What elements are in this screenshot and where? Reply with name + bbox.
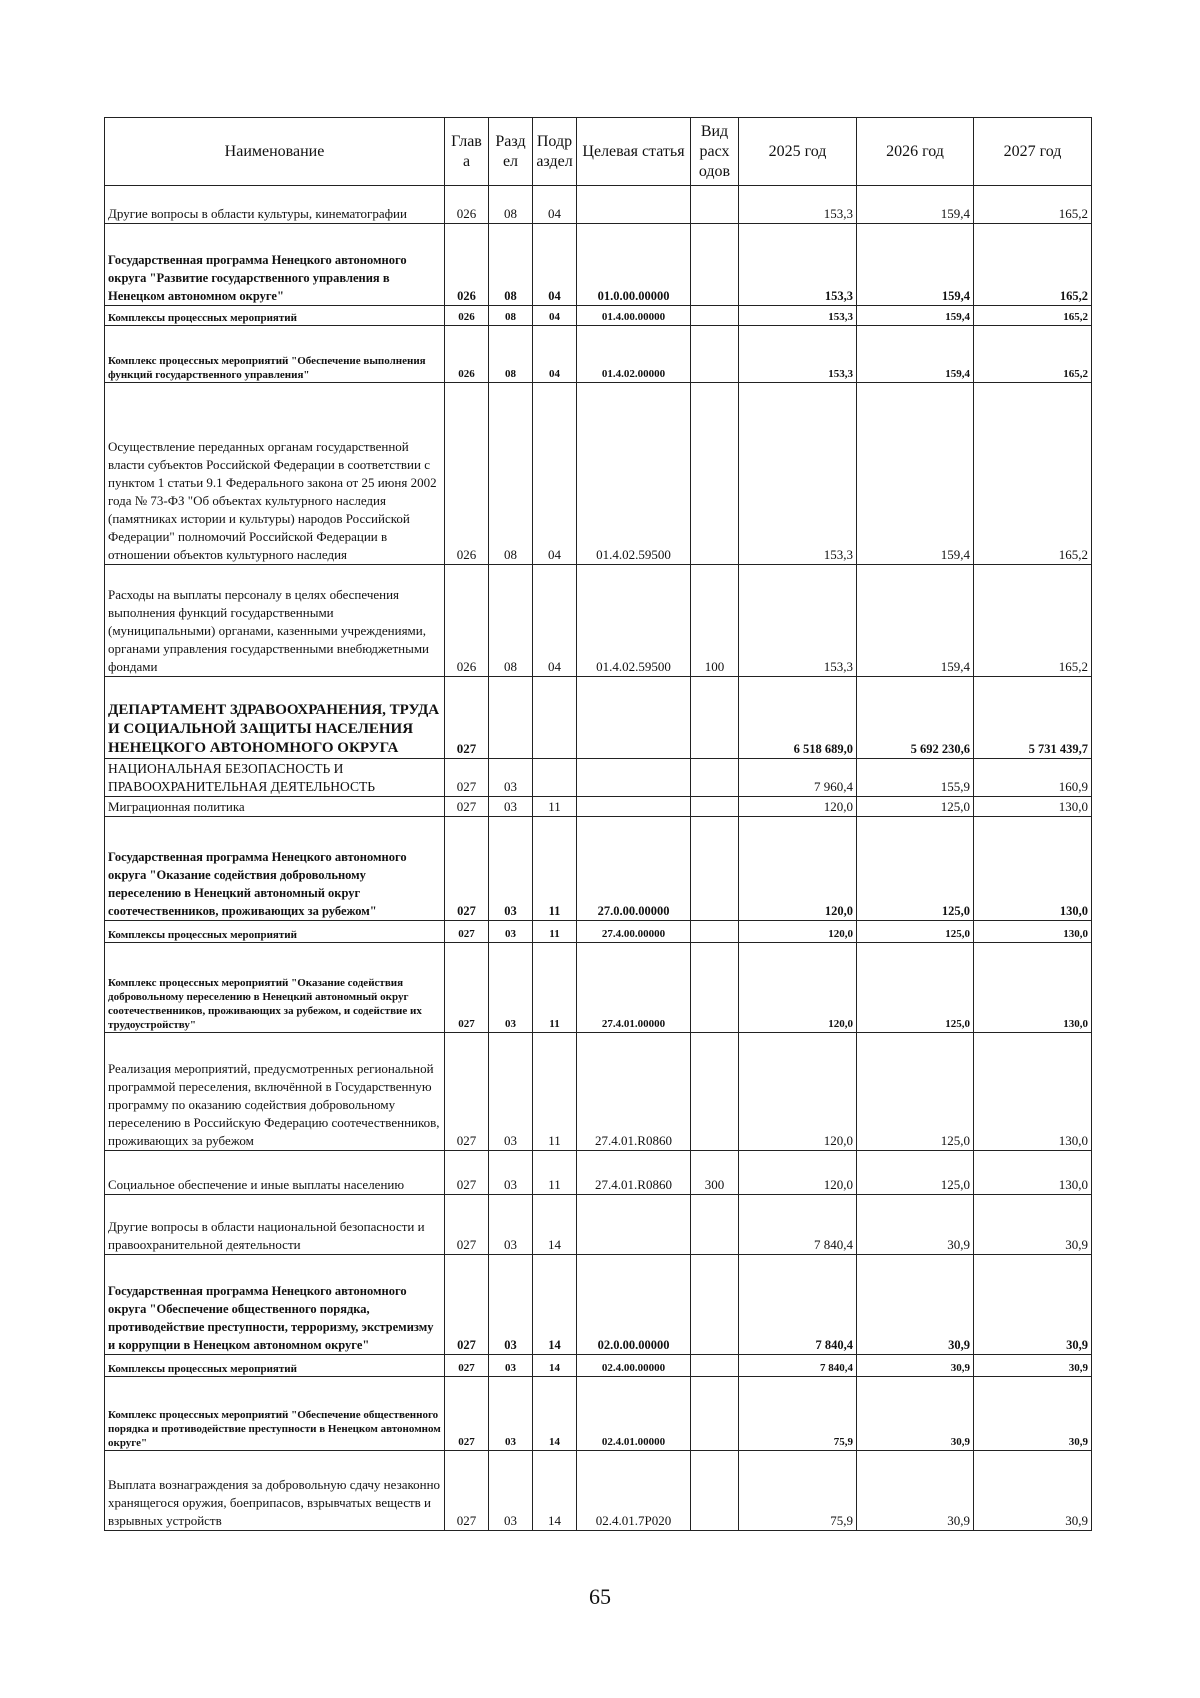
row-glava: 027	[445, 943, 489, 1033]
row-podrazdel: 11	[533, 943, 577, 1033]
row-podrazdel	[533, 677, 577, 759]
row-vid	[691, 759, 739, 797]
row-name: Комплексы процессных мероприятий	[105, 921, 445, 943]
row-statya: 02.4.00.00000	[577, 1355, 691, 1377]
row-2026: 125,0	[857, 921, 974, 943]
table-row	[105, 383, 1092, 565]
table-row	[105, 797, 1092, 817]
row-glava: 027	[445, 1377, 489, 1451]
row-2026: 30,9	[857, 1377, 974, 1451]
table-row	[105, 1151, 1092, 1195]
row-2025: 120,0	[739, 921, 857, 943]
row-glava: 027	[445, 759, 489, 797]
row-2025: 153,3	[739, 383, 857, 565]
row-podrazdel: 04	[533, 306, 577, 326]
header-row	[105, 118, 1092, 186]
page-number: 65	[589, 1584, 611, 1609]
row-statya: 01.0.00.00000	[577, 224, 691, 306]
row-razdel: 03	[489, 759, 533, 797]
row-podrazdel: 04	[533, 383, 577, 565]
row-glava: 026	[445, 186, 489, 224]
row-name: Государственная программа Ненецкого автономного округа "Оказание содействия добровольному переселению в Ненецкий автономный округ соотечественников, проживающих за рубежом"	[105, 817, 445, 921]
row-vid	[691, 677, 739, 759]
row-name: Государственная программа Ненецкого автономного округа "Обеспечение общественного порядка, противодействие преступности, терроризму, экстремизму и коррупции в Ненецком автономном округе"	[105, 1255, 445, 1355]
row-2026: 30,9	[857, 1355, 974, 1377]
row-2026: 159,4	[857, 306, 974, 326]
row-2025: 7 960,4	[739, 759, 857, 797]
row-2026: 159,4	[857, 383, 974, 565]
row-2025: 7 840,4	[739, 1255, 857, 1355]
row-2026: 155,9	[857, 759, 974, 797]
row-2027: 130,0	[974, 921, 1092, 943]
row-vid	[691, 1195, 739, 1255]
row-razdel: 03	[489, 921, 533, 943]
row-glava: 026	[445, 383, 489, 565]
row-vid	[691, 224, 739, 306]
row-vid	[691, 943, 739, 1033]
table-row	[105, 921, 1092, 943]
row-2026: 159,4	[857, 224, 974, 306]
table-row	[105, 677, 1092, 759]
row-glava: 027	[445, 1033, 489, 1151]
row-name: Расходы на выплаты персоналу в целях обеспечения выполнения функций государственными (муниципальными) органами, казенными учреждениями, органами управления государственными внебюджетными фондами	[105, 565, 445, 677]
row-statya: 27.4.01.R0860	[577, 1151, 691, 1195]
row-2025: 120,0	[739, 797, 857, 817]
row-glava: 026	[445, 306, 489, 326]
header-2025: 2025 год	[739, 118, 857, 186]
row-2025: 120,0	[739, 1151, 857, 1195]
row-2027: 165,2	[974, 224, 1092, 306]
row-podrazdel: 04	[533, 565, 577, 677]
row-2027: 165,2	[974, 565, 1092, 677]
row-2026: 30,9	[857, 1195, 974, 1255]
row-vid	[691, 306, 739, 326]
row-podrazdel: 14	[533, 1195, 577, 1255]
row-podrazdel: 04	[533, 326, 577, 383]
row-podrazdel: 11	[533, 817, 577, 921]
row-2026: 5 692 230,6	[857, 677, 974, 759]
row-2027: 30,9	[974, 1255, 1092, 1355]
header-glava: Глав а	[445, 118, 489, 186]
row-razdel: 03	[489, 943, 533, 1033]
row-2026: 125,0	[857, 1151, 974, 1195]
row-2027: 165,2	[974, 186, 1092, 224]
row-name: Государственная программа Ненецкого автономного округа "Развитие государственного управления в Ненецком автономном округе"	[105, 224, 445, 306]
table-row	[105, 817, 1092, 921]
row-vid: 300	[691, 1151, 739, 1195]
table-row	[105, 1355, 1092, 1377]
row-razdel: 03	[489, 1033, 533, 1151]
row-glava: 027	[445, 1151, 489, 1195]
table-row	[105, 759, 1092, 797]
row-2027: 30,9	[974, 1355, 1092, 1377]
row-name: Комплекс процессных мероприятий "Обеспечение общественного порядка и противодействие преступности в Ненецком автономном округе"	[105, 1377, 445, 1451]
row-2025: 153,3	[739, 186, 857, 224]
table-row	[105, 1255, 1092, 1355]
row-vid	[691, 383, 739, 565]
header-statya: Целевая статья	[577, 118, 691, 186]
row-statya: 02.4.01.7Р020	[577, 1451, 691, 1531]
row-vid	[691, 797, 739, 817]
row-razdel: 03	[489, 1377, 533, 1451]
row-razdel: 08	[489, 326, 533, 383]
row-statya: 02.0.00.00000	[577, 1255, 691, 1355]
row-statya: 01.4.02.00000	[577, 326, 691, 383]
budget-table	[104, 117, 1092, 1531]
row-podrazdel: 04	[533, 186, 577, 224]
row-2027: 30,9	[974, 1195, 1092, 1255]
row-2027: 130,0	[974, 1033, 1092, 1151]
row-2025: 6 518 689,0	[739, 677, 857, 759]
row-statya	[577, 759, 691, 797]
row-2027: 130,0	[974, 817, 1092, 921]
header-2026: 2026 год	[857, 118, 974, 186]
row-2025: 7 840,4	[739, 1195, 857, 1255]
table-row	[105, 306, 1092, 326]
row-vid	[691, 1451, 739, 1531]
row-2026: 125,0	[857, 817, 974, 921]
row-2027: 130,0	[974, 797, 1092, 817]
row-glava: 027	[445, 1255, 489, 1355]
row-glava: 027	[445, 677, 489, 759]
row-podrazdel: 04	[533, 224, 577, 306]
row-2027: 30,9	[974, 1451, 1092, 1531]
row-statya	[577, 797, 691, 817]
table-row	[105, 1195, 1092, 1255]
row-2025: 7 840,4	[739, 1355, 857, 1377]
row-2027: 5 731 439,7	[974, 677, 1092, 759]
row-statya: 01.4.02.59500	[577, 565, 691, 677]
row-razdel: 08	[489, 306, 533, 326]
row-vid: 100	[691, 565, 739, 677]
row-2026: 30,9	[857, 1255, 974, 1355]
row-razdel: 03	[489, 797, 533, 817]
row-razdel: 08	[489, 186, 533, 224]
row-podrazdel: 14	[533, 1451, 577, 1531]
header-vid: Вид расх одов	[691, 118, 739, 186]
row-razdel: 03	[489, 1195, 533, 1255]
row-podrazdel: 11	[533, 1151, 577, 1195]
row-razdel: 03	[489, 1451, 533, 1531]
row-vid	[691, 1255, 739, 1355]
row-vid	[691, 817, 739, 921]
row-razdel: 03	[489, 1151, 533, 1195]
row-statya: 02.4.01.00000	[577, 1377, 691, 1451]
row-glava: 027	[445, 921, 489, 943]
row-name: Комплексы процессных мероприятий	[105, 306, 445, 326]
row-2025: 120,0	[739, 817, 857, 921]
row-statya	[577, 677, 691, 759]
row-glava: 026	[445, 326, 489, 383]
table-row	[105, 565, 1092, 677]
row-2026: 159,4	[857, 186, 974, 224]
row-vid	[691, 1355, 739, 1377]
row-2025: 153,3	[739, 565, 857, 677]
row-razdel: 08	[489, 224, 533, 306]
row-glava: 027	[445, 797, 489, 817]
header-2027: 2027 год	[974, 118, 1092, 186]
row-glava: 026	[445, 565, 489, 677]
row-2026: 159,4	[857, 326, 974, 383]
row-razdel: 08	[489, 383, 533, 565]
row-2026: 159,4	[857, 565, 974, 677]
row-2025: 153,3	[739, 326, 857, 383]
row-2025: 75,9	[739, 1377, 857, 1451]
row-statya: 27.4.01.R0860	[577, 1033, 691, 1151]
table-row	[105, 186, 1092, 224]
row-statya: 27.4.01.00000	[577, 943, 691, 1033]
row-name: Другие вопросы в области национальной безопасности и правоохранительной деятельности	[105, 1195, 445, 1255]
row-statya	[577, 1195, 691, 1255]
row-razdel: 03	[489, 1355, 533, 1377]
row-statya: 01.4.00.00000	[577, 306, 691, 326]
row-2027: 160,9	[974, 759, 1092, 797]
row-podrazdel: 11	[533, 1033, 577, 1151]
row-podrazdel: 14	[533, 1377, 577, 1451]
row-vid	[691, 326, 739, 383]
row-podrazdel: 14	[533, 1355, 577, 1377]
row-vid	[691, 1377, 739, 1451]
row-2025: 120,0	[739, 943, 857, 1033]
row-razdel	[489, 677, 533, 759]
table-row	[105, 1377, 1092, 1451]
row-vid	[691, 921, 739, 943]
row-name: Комплекс процессных мероприятий "Обеспечение выполнения функций государственного управления"	[105, 326, 445, 383]
header-podrazdel: Подр аздел	[533, 118, 577, 186]
row-name: Осуществление переданных органам государственной власти субъектов Российской Федерации в соответствии с пунктом 1 статьи 9.1 Федерального закона от 25 июня 2002 года № 73-ФЗ "Об объектах культурного наследия (памятниках истории и культуры) народов Российской Федерации" полномочий Российской Федерации в отношении объектов культурного наследия	[105, 383, 445, 565]
row-podrazdel: 14	[533, 1255, 577, 1355]
row-name: Миграционная политика	[105, 797, 445, 817]
row-glava: 027	[445, 817, 489, 921]
row-2027: 130,0	[974, 943, 1092, 1033]
row-glava: 026	[445, 224, 489, 306]
table-row	[105, 943, 1092, 1033]
table-row	[105, 1451, 1092, 1531]
row-razdel: 08	[489, 565, 533, 677]
row-2027: 165,2	[974, 383, 1092, 565]
row-name: Комплекс процессных мероприятий "Оказание содействия добровольному переселению в Ненецкий автономный округ соотечественников, проживающих за рубежом, и содействие их трудоустройству"	[105, 943, 445, 1033]
row-podrazdel: 11	[533, 797, 577, 817]
row-2027: 130,0	[974, 1151, 1092, 1195]
row-razdel: 03	[489, 817, 533, 921]
row-2026: 125,0	[857, 943, 974, 1033]
row-2025: 75,9	[739, 1451, 857, 1531]
row-podrazdel	[533, 759, 577, 797]
row-vid	[691, 1033, 739, 1151]
row-2027: 165,2	[974, 306, 1092, 326]
row-statya: 01.4.02.59500	[577, 383, 691, 565]
row-name: Другие вопросы в области культуры, кинематографии	[105, 186, 445, 224]
row-2025: 120,0	[739, 1033, 857, 1151]
row-2025: 153,3	[739, 306, 857, 326]
header-razdel: Разд ел	[489, 118, 533, 186]
table-row	[105, 224, 1092, 306]
row-glava: 027	[445, 1451, 489, 1531]
row-2025: 153,3	[739, 224, 857, 306]
table-row	[105, 326, 1092, 383]
row-statya: 27.4.00.00000	[577, 921, 691, 943]
row-2026: 125,0	[857, 797, 974, 817]
row-statya	[577, 186, 691, 224]
row-name: Социальное обеспечение и иные выплаты населению	[105, 1151, 445, 1195]
row-name: Реализация мероприятий, предусмотренных региональной программой переселения, включённой в Государственную программу по оказанию содействия добровольному переселению в Российскую Федерацию соотечественников, проживающих за рубежом	[105, 1033, 445, 1151]
row-2026: 125,0	[857, 1033, 974, 1151]
table-row	[105, 1033, 1092, 1151]
header-name: Наименование	[105, 118, 445, 186]
row-name: Выплата вознаграждения за добровольную сдачу незаконно хранящегося оружия, боеприпасов, взрывчатых веществ и взрывных устройств	[105, 1451, 445, 1531]
row-2026: 30,9	[857, 1451, 974, 1531]
row-statya: 27.0.00.00000	[577, 817, 691, 921]
row-name: ДЕПАРТАМЕНТ ЗДРАВООХРАНЕНИЯ, ТРУДА И СОЦИАЛЬНОЙ ЗАЩИТЫ НАСЕЛЕНИЯ НЕНЕЦКОГО АВТОНОМНОГО ОКРУГА	[105, 677, 445, 759]
row-2027: 165,2	[974, 326, 1092, 383]
row-razdel: 03	[489, 1255, 533, 1355]
row-2027: 30,9	[974, 1377, 1092, 1451]
row-vid	[691, 186, 739, 224]
row-name: Комплексы процессных мероприятий	[105, 1355, 445, 1377]
row-name: НАЦИОНАЛЬНАЯ БЕЗОПАСНОСТЬ И ПРАВООХРАНИТЕЛЬНАЯ ДЕЯТЕЛЬНОСТЬ	[105, 759, 445, 797]
row-glava: 027	[445, 1355, 489, 1377]
row-podrazdel: 11	[533, 921, 577, 943]
row-glava: 027	[445, 1195, 489, 1255]
